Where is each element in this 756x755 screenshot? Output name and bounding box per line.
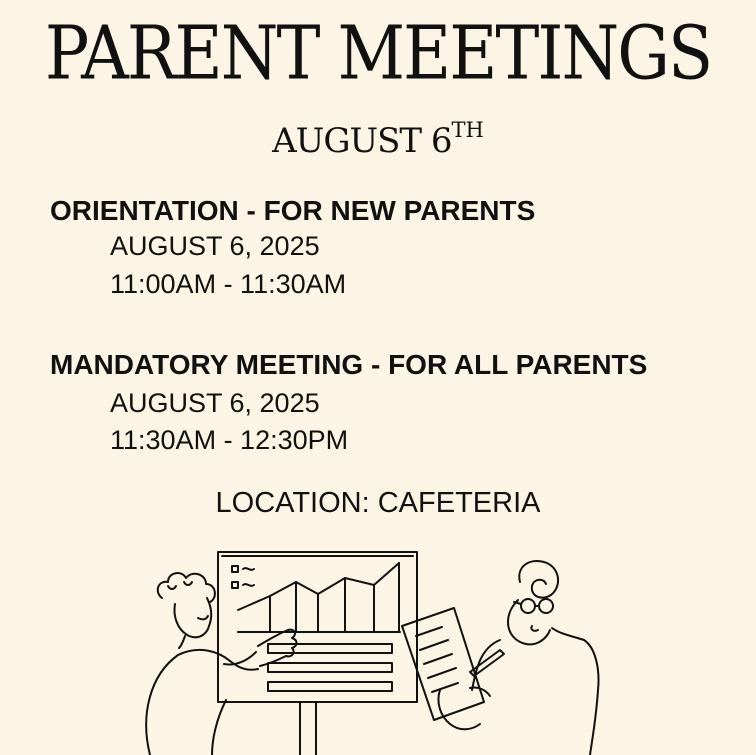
reader-person-icon — [402, 561, 598, 755]
mandatory-meeting-time: 11:30AM - 12:30PM — [110, 425, 349, 455]
event-date-heading — [0, 108, 756, 163]
page-title: PARENT MEETINGS — [44, 10, 712, 97]
event-date-main: AUGUST 6 — [272, 121, 452, 161]
orientation-date: AUGUST 6, 2025 — [110, 231, 320, 261]
orientation-title: ORIENTATION - FOR NEW PARENTS — [50, 195, 536, 226]
mandatory-meeting-date: AUGUST 6, 2025 — [110, 388, 320, 418]
presenter-person-icon — [146, 573, 296, 755]
event-date-suffix: TH — [451, 118, 484, 142]
whiteboard-icon — [218, 552, 417, 755]
orientation-time: 11:00AM - 11:30AM — [110, 269, 347, 299]
meeting-presentation-icon — [0, 545, 756, 755]
mandatory-meeting-title: MANDATORY MEETING - FOR ALL PARENTS — [50, 349, 648, 380]
location-text: LOCATION: CAFETERIA — [215, 487, 541, 519]
